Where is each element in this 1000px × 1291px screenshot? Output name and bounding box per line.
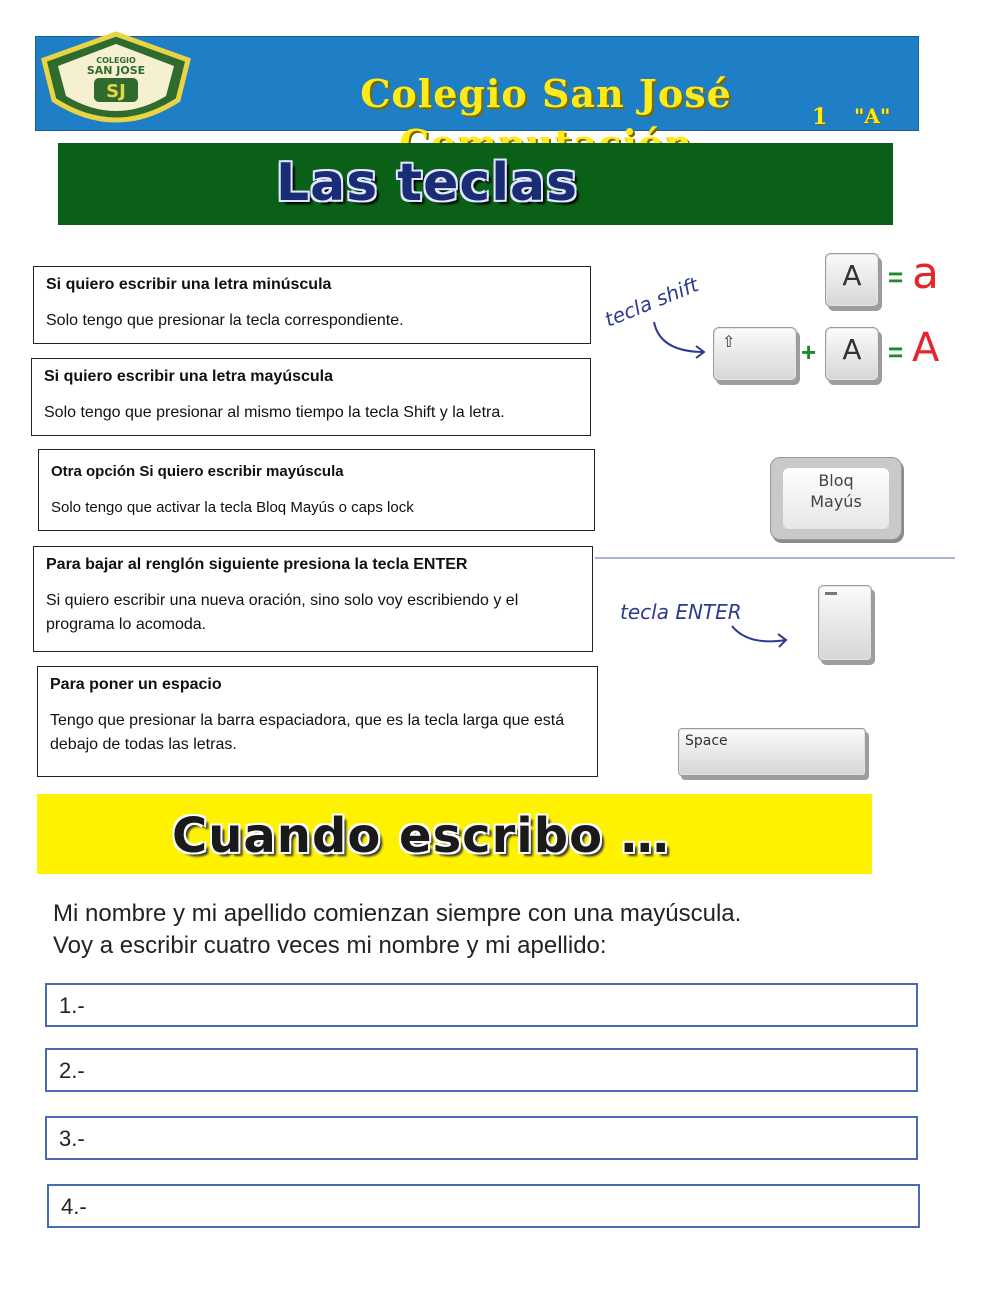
info-card-title: Para bajar al renglón siguiente presiona la tecla ENTER <box>46 556 468 573</box>
info-card-text: Solo tengo que presionar la tecla correspondiente. <box>46 312 404 329</box>
space-key-icon: Space <box>678 728 866 776</box>
answer-label: 4.- <box>61 1194 87 1219</box>
uppercase-a-result: A <box>912 325 940 371</box>
school-name: Colegio San José <box>360 71 732 116</box>
school-logo <box>36 30 196 134</box>
answer-box-2 <box>45 1048 918 1092</box>
answer-input-1[interactable] <box>97 989 908 1023</box>
arrow-icon <box>650 318 710 362</box>
answer-input-3[interactable] <box>97 1122 908 1156</box>
grade-label: 1 <box>812 104 828 130</box>
info-card-text: Tengo que presionar la barra espaciadora, que es la tecla larga que está debajo de todas las letras. <box>50 712 565 753</box>
logo-name-text: SAN JOSE <box>86 64 146 77</box>
arrow-icon <box>728 622 794 652</box>
caps-lock-line2: Mayús <box>810 492 862 511</box>
info-card-title: Para poner un espacio <box>50 676 222 693</box>
info-card-enter <box>33 546 593 652</box>
info-card-title: Si quiero escribir una letra minúscula <box>46 276 332 293</box>
instruction-line: Voy a escribir cuatro veces mi nombre y mi apellido: <box>53 932 607 959</box>
section-label: "A" <box>854 104 891 128</box>
instruction-line: Mi nombre y mi apellido comienzan siempre con una mayúscula. <box>53 900 742 927</box>
enter-key-icon <box>818 585 872 661</box>
info-card-lowercase <box>33 266 591 344</box>
info-card-title: Otra opción Si quiero escribir mayúscula <box>51 463 344 480</box>
answer-input-2[interactable] <box>97 1054 908 1088</box>
answer-input-4[interactable] <box>99 1190 910 1224</box>
info-card-uppercase <box>31 358 591 436</box>
shift-note: tecla shift <box>601 272 702 332</box>
answer-box-3 <box>45 1116 918 1160</box>
enter-note: tecla ENTER <box>620 600 742 624</box>
title-bar <box>58 143 893 225</box>
info-card-text: Solo tengo que presionar al mismo tiempo la tecla Shift y la letra. <box>44 404 505 421</box>
logo-initials: SJ <box>106 81 126 102</box>
caps-lock-key-icon <box>770 457 902 540</box>
section-title: Cuando escribo … <box>172 808 670 864</box>
answer-label: 3.- <box>59 1126 85 1151</box>
answer-label: 2.- <box>59 1058 85 1083</box>
caps-lock-line1: Bloq <box>818 471 854 490</box>
lowercase-a-result: a <box>912 248 939 299</box>
answer-box-4 <box>47 1184 920 1228</box>
info-card-title: Si quiero escribir una letra mayúscula <box>44 368 333 385</box>
info-card-text: Si quiero escribir una nueva oración, sino solo voy escribiendo y el programa lo acomoda. <box>46 592 519 633</box>
shift-key-icon: ⇧ <box>713 327 797 381</box>
answer-label: 1.- <box>59 993 85 1018</box>
info-card-space <box>37 666 598 777</box>
equals-sign: = <box>888 337 904 367</box>
key-a-uppercase-icon: A <box>825 327 879 381</box>
equals-sign: = <box>888 262 904 292</box>
logo-top-text: COLEGIO <box>96 56 136 65</box>
key-a-lowercase-icon: A <box>825 253 879 307</box>
answer-box-1 <box>45 983 918 1027</box>
divider <box>595 557 955 559</box>
info-card-caps-lock <box>38 449 595 531</box>
plus-sign: + <box>801 337 817 367</box>
page-title: Las teclas <box>276 153 579 213</box>
section-bar <box>37 794 872 874</box>
info-card-text: Solo tengo que activar la tecla Bloq Mayús o caps lock <box>51 499 414 516</box>
